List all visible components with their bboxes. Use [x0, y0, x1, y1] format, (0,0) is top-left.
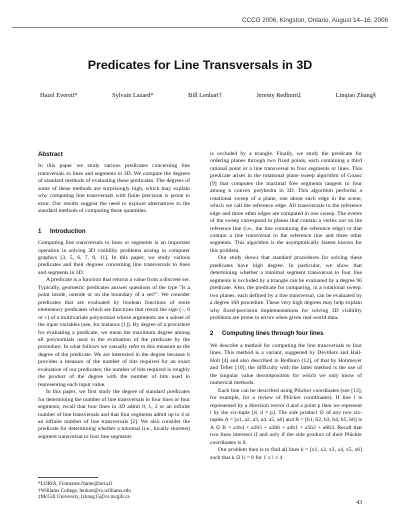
- author: Sylvain Lazard*: [112, 92, 154, 99]
- section-title: Introduction: [50, 227, 86, 235]
- footnote-rule: [38, 477, 98, 478]
- section-heading-lines: [210, 330, 362, 337]
- section-title: Computing lines through four lines: [222, 330, 324, 338]
- section-number: 1: [38, 227, 42, 235]
- header-rule: [12, 27, 388, 28]
- page-number: 43: [356, 500, 362, 506]
- footnotes: [38, 481, 198, 501]
- left-column: [38, 151, 190, 441]
- paragraph: Each line can be described using Plücker coordinates (see [13], for example, for a review of Plücker coordinates). If line l is represented by a direction vector d and a point p then we represent l by the six-tuple [d, d × p]. The side product ⊙ of any two six-tuples A = [a1, a2, a3, a4, a5, a6] and B = [b1, b2, b3, b4, b5, b6] is A ⊙ B = a1b4 + a2b5 + a3b6 + a4b1 + a5b2 + a6b3. Recall that two lines intersect if and only if the side product of their Plücker coordinates is 0.: [210, 387, 362, 446]
- author: Bill Lenhart†: [188, 92, 222, 99]
- paragraph: We describe a method for computing the line transversals to four lines. This method is a variant, suggested by Devillers and Hall-Holt [4] and also described in Redburn [12], of that by Hohmeyer and Teller [10]; the difficulty with the latter method is the use of the singular value decomposition for which we only know of numerical methods.: [210, 342, 362, 387]
- footnote: *LORIA, Firstname.Name@loria.fr: [38, 481, 113, 487]
- paragraph: In this paper, we first study the degree of standard predicates for determining the number of line transversals to four lines or four segments; recall that four lines in 3D admit 0, 1, 2 or an infinite number of line transversals and that four segments admit up to 4 or an infinite number of line transversals [2]. We also consider the predicate for determining whether a minimal (i.e., locally shortest) segment transversal to four line segments: [38, 389, 190, 440]
- author: Linqiao Zhang§: [335, 92, 376, 99]
- conference-header: CCCG 2006, Kingston, Ontario, August 14–16, 2006: [242, 17, 388, 24]
- section-heading-introduction: [38, 228, 190, 235]
- paragraph: is occluded by a triangle. Finally, we study the predicate for ordering planes through two fixed points, each containing a third rational point or a line transversal to four segments or lines. This predicate arises in the rotational plane sweep algorithm of Goaoc [9] that computes the maximal free segments tangent to four among k convex polyhedra in 3D. This algorithm performs a rotational sweep of a plane, one about each edge in the scene, which we call the reference edge. All transversals to the reference edge and three other edges are computed in one sweep. The events of the sweep correspond to planes that contain a vertex not on the reference line (i.e., the line containing the reference edge) or that contain a line transversal to the reference line and three other segments. This algorithm is the asymptotically fastest known for this problem.: [210, 151, 362, 254]
- author-list: [40, 92, 376, 99]
- section-number: 2: [210, 330, 214, 338]
- right-column: [210, 151, 362, 462]
- footnote: ‡McGill University, lzhang15@cs.mcgill.ca: [38, 494, 130, 501]
- paper-title: Predicates for Line Transversals in 3D: [87, 58, 313, 72]
- paragraph: Our study shows that standard procedures for solving these predicates have high degree. In particular, we show that determining whether a minimal segment transversal to four line segments is occluded by a triangle can be evaluated by a degree 96 predicate. Also, the predicate for comparing, in a rotational sweep, two planes, each defined by a line transversal, can be evaluated by a degree 168 procedure. These very high degrees may help explain why fixed-precision implementations for solving 3D visibility problems are prone to errors when given real-world data.: [210, 255, 362, 321]
- abstract-heading: Abstract: [38, 151, 63, 158]
- author: Hazel Everett*: [40, 92, 78, 99]
- author: Jeremy Redburn‡: [256, 92, 302, 99]
- paragraph: A predicate is a function that returns a value from a discrete set. Typically, geometric predicates answer questions of the type "Is a point inside, outside or on the boundary of a set?". We consider predicates that are evaluated by boolean functions of more elementary predicates which are functions that return the sign (−, 0 or +) of a multivariate polynomial whose arguments are a subset of the input variables (see, for instance [1]). By degree of a procedure for evaluating a predicate, we mean the maximum degree among all polynomials used in the evaluation of the predicate by the procedure. In what follows we casually refer to this measure as the degree of the predicate. We are interested in the degree because it provides a measure of the number of bits required for an exact evaluation of our predicates; the number of bits required is roughly the product of the degree with the number of bits used in representing each input value.: [38, 277, 190, 388]
- paragraph: Our problem then is to find all lines k = [x1, x2, x3, x4, x5, x6] such that k ⊙ li = 0 for 1 ≤ i ≤ 4: [210, 447, 362, 461]
- abstract-text: In this paper we study various predicates concerning line transversals to lines and segments in 3D. We compute the degrees of standard methods of evaluating these predicates. The degrees of some of these methods are surprisingly high, which may explain why computing line transversals with finite precision is prone to error. Our results suggest the need to explore alternatives to the standard methods of computing these quantities.: [38, 163, 190, 215]
- paragraph: Computing line transversals to lines or segments is an important operation in solving 3D visibility problems arising in computer graphics [3, 5, 6, 7, 8, 11]. In this paper, we study various predicates and their degrees concerning line transversals to lines and segments in 3D.: [38, 240, 190, 276]
- footnote: †Williams College, lenhart@cs.williams.edu: [38, 487, 131, 494]
